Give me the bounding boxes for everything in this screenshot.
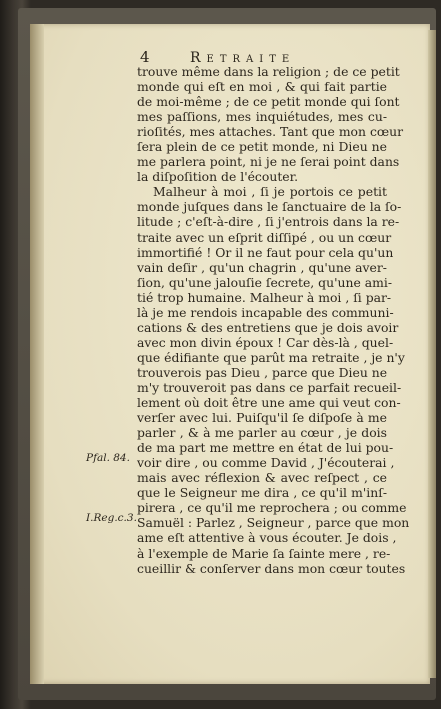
text-line: litude ; c'eſt-à-dire , ſi j'entrois dans la re- [137,214,400,230]
text-line: pirera , ce qu'il me reprochera ; ou comme [137,500,407,516]
text-line: rioſités, mes attaches. Tant que mon cœur [137,124,404,140]
text-line: m'y trouveroit pas dans ce parfait recueil- [137,379,402,395]
text-line: que édifiante que parût ma retraite , je n'y [137,349,405,365]
body-text [137,64,410,576]
text-line: me parlera point, ni je ne ſerai point dans [137,154,400,170]
text-line: de moi-même ; de ce petit monde qui ſont [137,94,400,110]
text-line: cueillir & conſerver dans mon cœur toutes [137,560,406,576]
margin-note: I.Reg.c.3. [86,512,137,524]
margin-note: Pfal. 84. [86,452,130,464]
text-line: cations & des entretiens que je dois avoir [137,319,399,335]
text-line: mais avec réflexion & avec reſpect , ce [137,470,387,486]
page-edge [428,30,436,678]
text-line: verſer avec lui. Puiſqu'il ſe diſpoſe à me [137,410,387,426]
text-line: trouve même dans la religion ; de ce petit [137,64,400,79]
text-line: que le Seigneur me dira , ce qu'il m'inſ- [137,485,387,501]
text-line: avec mon divin époux ! Car dès-là , quel- [137,334,394,350]
text-line: de ma part me mettre en état de lui pou- [137,440,394,456]
text-line: à l'exemple de Marie ſa ſainte mere , re- [137,545,391,561]
text-line: parler , & à me parler au cœur , je dois [137,425,387,441]
text-line: ame eſt attentive à vous écouter. Je dois , [137,530,397,546]
text-line: là je me rendois incapable des communi- [137,304,394,320]
text-line: Malheur à moi , ſi je portois ce petit [153,184,387,200]
text-line: voir dire , ou comme David , J'écouterai , [137,455,395,471]
text-line: traite avec un eſprit diſſipé , ou un cœur [137,229,392,245]
page-number: 4 [140,48,150,66]
text-line: monde qui eſt en moi , & qui fait partie [137,79,387,95]
text-line: monde juſques dans le ſanctuaire de la ſo- [137,199,402,215]
page-gutter [30,24,44,684]
text-line: lement où doit être une ame qui veut con- [137,395,401,411]
text-line: tié trop humaine. Malheur à moi , ſi par- [137,289,392,305]
text-line: ſera plein de ce petit monde, ni Dieu ne [137,139,387,155]
text-line: Samuël : Parlez , Seigneur , parce que mon [137,515,410,531]
text-line: la diſpoſition de l'écouter. [137,169,299,185]
text-line: ſion, qu'une jalouſie ſecrete, qu'une ami- [137,274,393,290]
text-line: trouverois pas Dieu , parce que Dieu ne [137,364,388,380]
text-line: vain deſir , qu'un chagrin , qu'une aver- [137,259,387,275]
running-title: Retraite [190,50,296,66]
text-line: mes paſſions, mes inquiétudes, mes cu- [137,109,387,125]
text-line: immortifié ! Or il ne faut pour cela qu'un [137,244,394,260]
